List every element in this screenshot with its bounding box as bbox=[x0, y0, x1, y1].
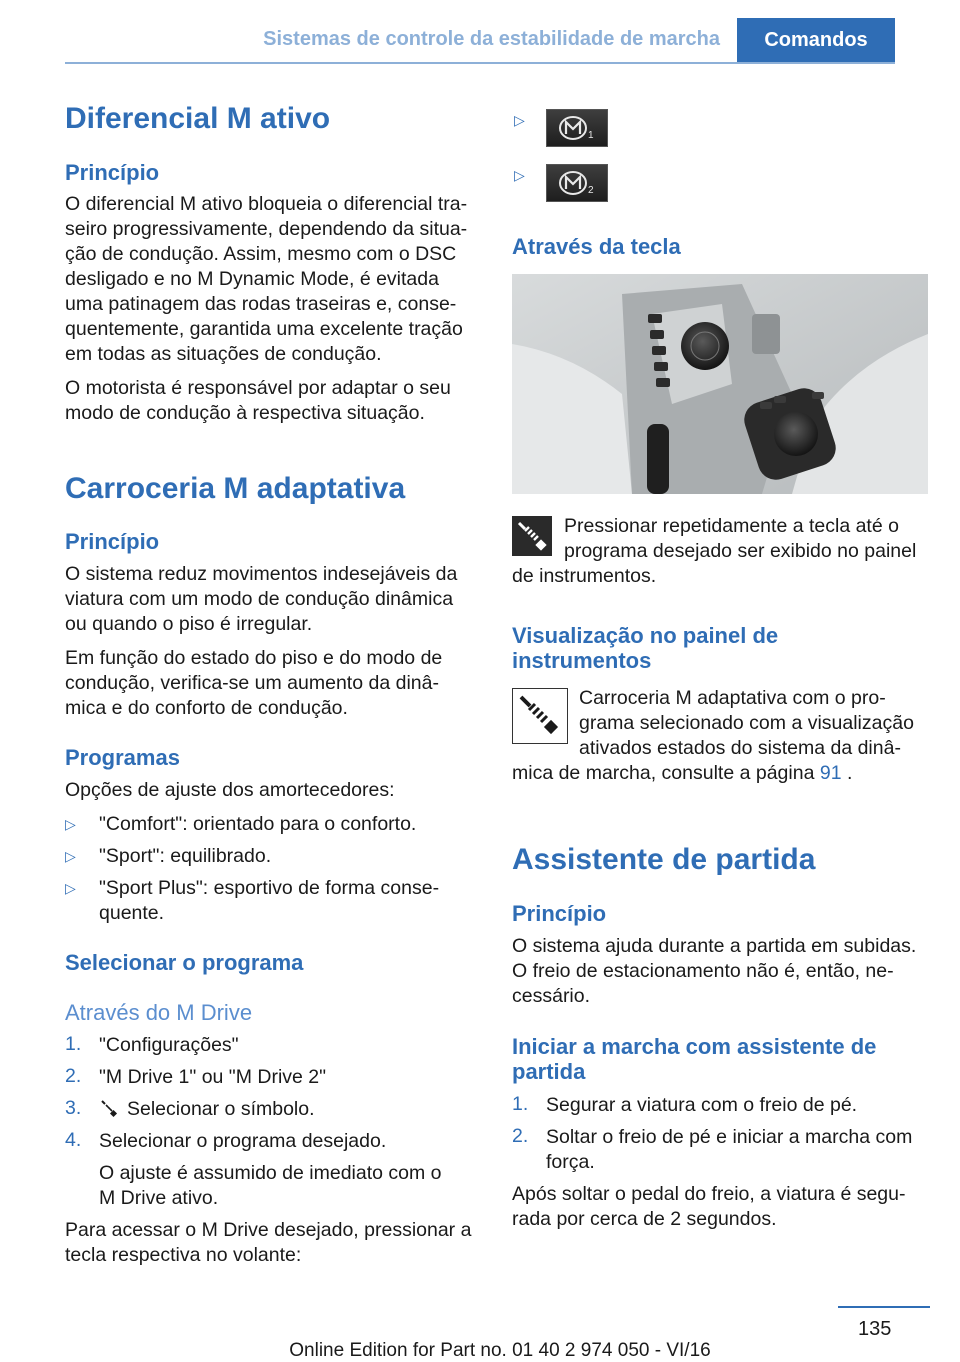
svg-text:1: 1 bbox=[588, 130, 594, 141]
text-line: mica e do conforto de condução. bbox=[65, 697, 348, 719]
shock-absorber-icon bbox=[99, 1099, 119, 1119]
bullet-triangle-icon: ▷ bbox=[65, 880, 76, 896]
heading-active-m-differential: Diferencial M ativo bbox=[65, 102, 331, 135]
step-text-cont: força. bbox=[546, 1151, 595, 1173]
bullet-triangle-icon: ▷ bbox=[514, 167, 525, 183]
subheading-display-l1: Visualização no painel de bbox=[512, 623, 779, 648]
step-number: 2. bbox=[65, 1065, 82, 1087]
text-line: ção de condução. Assim, mesmo com o DSC bbox=[65, 243, 457, 265]
page-number: 135 bbox=[858, 1318, 892, 1340]
text-line: modo de condução à respectiva situação. bbox=[65, 402, 425, 424]
subheading-start-l1: Iniciar a marcha com assistente de bbox=[512, 1034, 877, 1059]
text-line: programa desejado ser exibido no painel bbox=[564, 540, 917, 562]
chapter-tab: Comandos bbox=[737, 18, 895, 62]
heading-hill-start-assistant: Assistente de partida bbox=[512, 843, 816, 876]
text-line: Em função do estado do piso e do modo de bbox=[65, 647, 443, 669]
svg-text:2: 2 bbox=[588, 185, 594, 196]
text-line: viatura com um modo de condução dinâmica bbox=[65, 588, 454, 610]
text-line: ou quando o piso é irregular. bbox=[65, 613, 313, 635]
m1-button-icon bbox=[546, 109, 608, 147]
footer-rule bbox=[838, 1306, 930, 1308]
running-header: Sistemas de controle da estabilidade de marcha bbox=[263, 28, 720, 50]
step-number: 1. bbox=[65, 1033, 82, 1055]
subheading-via-button: Através da tecla bbox=[512, 234, 681, 259]
text-fragment: mica de marcha, consulte a página bbox=[512, 762, 815, 784]
step-number: 1. bbox=[512, 1093, 529, 1115]
subheading-start-l2: partida bbox=[512, 1059, 586, 1084]
shock-absorber-icon bbox=[512, 516, 552, 556]
center-console-photo bbox=[512, 274, 928, 494]
edition-footer: Online Edition for Part no. 01 40 2 974 050 - VI/16 bbox=[289, 1340, 711, 1361]
list-item-cont: quente. bbox=[99, 902, 165, 924]
text-line: O diferencial M ativo bloqueia o diferencial tra- bbox=[65, 193, 468, 215]
list-item: "Comfort": orientado para o conforto. bbox=[99, 813, 417, 835]
text-line: condução, verifica-se um aumento da dinâ- bbox=[65, 672, 439, 694]
step-text: Soltar o freio de pé e iniciar a marcha com bbox=[546, 1126, 913, 1148]
text-line: Após soltar o pedal do freio, a viatura é segu- bbox=[512, 1183, 906, 1205]
text-line: Para acessar o M Drive desejado, pressionar a bbox=[65, 1219, 472, 1241]
text-line: de instrumentos. bbox=[512, 565, 657, 587]
text-line: cessário. bbox=[512, 985, 591, 1007]
text-line: Opções de ajuste dos amortecedores: bbox=[65, 779, 395, 801]
subheading-m-drive: Através do M Drive bbox=[65, 1000, 253, 1025]
step-text: "M Drive 1" ou "M Drive 2" bbox=[99, 1066, 327, 1088]
text-line: em todas as situações de condução. bbox=[65, 343, 382, 365]
text-line: seiro progressivamente, dependendo da situa- bbox=[65, 218, 468, 240]
step-text: Selecionar o programa desejado. bbox=[99, 1130, 387, 1152]
text-line bbox=[512, 761, 852, 786]
subheading-principle-body: Princípio bbox=[65, 529, 160, 554]
step-number: 2. bbox=[512, 1125, 529, 1147]
text-line: Carroceria M adaptativa com o pro- bbox=[579, 687, 886, 709]
shock-absorber-icon bbox=[512, 688, 568, 744]
text-line: O freio de estacionamento não é, então, ne- bbox=[512, 960, 894, 982]
text-line: tecla respectiva no volante: bbox=[65, 1244, 302, 1266]
step-text: Selecionar o símbolo. bbox=[127, 1098, 315, 1120]
bullet-triangle-icon: ▷ bbox=[65, 848, 76, 864]
bullet-triangle-icon: ▷ bbox=[65, 816, 76, 832]
page-reference-link[interactable]: 91 bbox=[819, 762, 842, 784]
text-line: ativados estados do sistema da dinâ- bbox=[579, 737, 901, 759]
step-text: "Configurações" bbox=[99, 1034, 239, 1056]
text-line: O sistema reduz movimentos indesejáveis da bbox=[65, 563, 458, 585]
text-line: desligado e no M Dynamic Mode, é evitada bbox=[65, 268, 439, 290]
step-note: M Drive ativo. bbox=[99, 1187, 219, 1209]
step-number: 3. bbox=[65, 1097, 82, 1119]
subheading-select-program: Selecionar o programa bbox=[65, 950, 304, 975]
text-line: O motorista é responsável por adaptar o seu bbox=[65, 377, 451, 399]
step-number: 4. bbox=[65, 1129, 82, 1151]
text-fragment: . bbox=[846, 762, 853, 784]
header-rule bbox=[65, 62, 895, 64]
step-text: Segurar a viatura com o freio de pé. bbox=[546, 1094, 858, 1116]
bullet-triangle-icon: ▷ bbox=[514, 112, 525, 128]
list-item: "Sport": equilibrado. bbox=[99, 845, 272, 867]
subheading-principle-diff: Princípio bbox=[65, 160, 160, 185]
text-line: Pressionar repetidamente a tecla até o bbox=[564, 515, 899, 537]
text-line: grama selecionado com a visualização bbox=[579, 712, 914, 734]
subheading-display-l2: instrumentos bbox=[512, 648, 652, 673]
m2-button-icon bbox=[546, 164, 608, 202]
subheading-principle-assist: Princípio bbox=[512, 901, 607, 926]
step-note: O ajuste é assumido de imediato com o bbox=[99, 1162, 442, 1184]
text-line: rada por cerca de 2 segundos. bbox=[512, 1208, 777, 1230]
list-item: "Sport Plus": esportivo de forma conse- bbox=[99, 877, 440, 899]
heading-adaptive-m-body: Carroceria M adaptativa bbox=[65, 472, 406, 505]
text-line: O sistema ajuda durante a partida em subidas. bbox=[512, 935, 917, 957]
text-line: uma patinagem das rodas traseiras e, conse- bbox=[65, 293, 457, 315]
text-line: quentemente, garantida uma excelente tração bbox=[65, 318, 463, 340]
subheading-programs: Programas bbox=[65, 745, 180, 770]
